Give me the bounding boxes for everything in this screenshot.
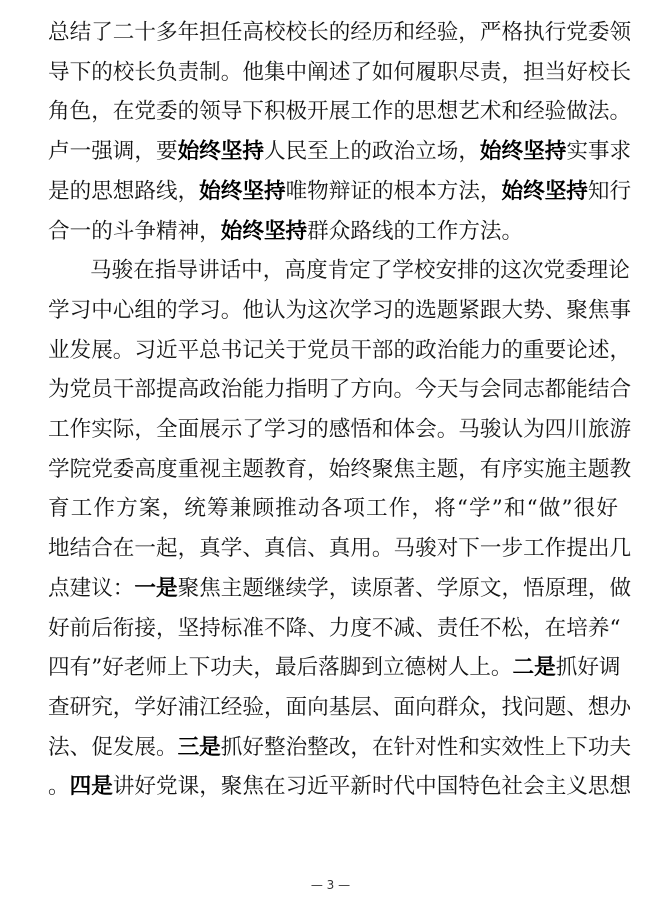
text-run: 导下的校长负责制。他集中阐述了如何履职尽责，担当好校长 [48, 59, 632, 85]
text-run: 为党员干部提高政治能力指明了方向。今天与会同志都能结合 [48, 377, 632, 403]
text-run: 抓好整治整改，在针对性和实效性上下功夫 [220, 734, 632, 760]
bold-phrase: 始终坚持 [220, 218, 308, 244]
text-run: 唯物辩证的根本方法， [285, 178, 502, 204]
text-line [48, 58, 632, 88]
text-run: 抓好调 [555, 655, 621, 681]
text-run: 聚焦主题继续学，读原著、学原文，悟原理，做 [177, 575, 632, 601]
text-run: 四有”好老师上下功夫，最后落脚到立德树人上。 [48, 655, 513, 681]
text-run: 马骏在指导讲话中，高度肯定了学校安排的这次党委理论 [90, 258, 630, 284]
text-run: 地结合在一起，真学、真信、真用。马骏对下一步工作提出几 [48, 536, 632, 562]
text-line [48, 733, 632, 763]
text-line [48, 614, 621, 644]
page-number: — 3 — [310, 878, 351, 892]
text-run: 是的思想路线， [48, 178, 200, 204]
text-line [48, 296, 632, 326]
bold-phrase: 始终坚持 [177, 139, 264, 165]
text-run: 群众路线的工作方法。 [307, 218, 524, 244]
text-line [48, 494, 618, 524]
text-run: 学院党委高度重视主题教育，始终聚焦主题，有序实施主题教 [48, 456, 632, 482]
text-run: 总结了二十多年担任高校校长的经历和经验，严格执行党委领 [48, 20, 632, 45]
text-run: 点建议： [48, 575, 135, 601]
text-line [48, 336, 632, 366]
text-run: 学习中心组的学习。他认为这次学习的选题紧跟大势、聚焦事 [48, 297, 632, 323]
text-line [48, 177, 632, 207]
text-run: 工作实际，全面展示了学习的感悟和体会。马骏认为四川旅游 [48, 417, 632, 442]
text-run: 实事求 [566, 139, 632, 165]
text-line [48, 534, 632, 564]
text-line [48, 137, 632, 167]
text-line [48, 653, 621, 683]
text-line [48, 772, 632, 802]
text-line [48, 415, 632, 445]
text-line [90, 256, 630, 286]
text-run: 好前后衔接，坚持标准不降、力度不减、责任不松，在培养“ [48, 615, 621, 641]
bold-phrase: 始终坚持 [501, 178, 588, 204]
text-run: 查研究，学好浦江经验，面向基层、面向群众，找问题、想办 [48, 694, 632, 720]
text-line [48, 693, 632, 723]
text-run: 业发展。习近平总书记关于党员干部的政治能力的重要论述， [48, 337, 632, 363]
text-run: 育工作方案，统筹兼顾推动各项工作，将“学”和“做”很好 [48, 496, 618, 522]
text-run: 讲好党课，聚焦在习近平新时代中国特色社会主义思想 [112, 774, 632, 800]
bold-phrase: 二是 [512, 655, 556, 681]
text-run: 。 [48, 774, 70, 800]
text-line [48, 217, 618, 247]
text-run: 知行 [587, 178, 632, 204]
bold-phrase: 一是 [134, 575, 178, 601]
bold-phrase: 始终坚持 [199, 178, 286, 204]
text-line [48, 574, 632, 604]
text-run: 卢一强调，要 [48, 139, 178, 165]
text-line [48, 375, 632, 405]
bold-phrase: 始终坚持 [479, 139, 567, 165]
text-run: 法、促发展。 [48, 734, 178, 760]
text-run: 角色，在党委的领导下积极开展工作的思想艺术和经验做法。 [48, 99, 632, 125]
text-line [48, 97, 632, 127]
text-line [48, 455, 632, 485]
text-run: 人民至上的政治立场， [263, 139, 480, 165]
bold-phrase: 三是 [177, 734, 221, 760]
text-run: 合一的斗争精神， [48, 218, 221, 244]
bold-phrase: 四是 [69, 774, 113, 800]
text-line [48, 18, 632, 48]
